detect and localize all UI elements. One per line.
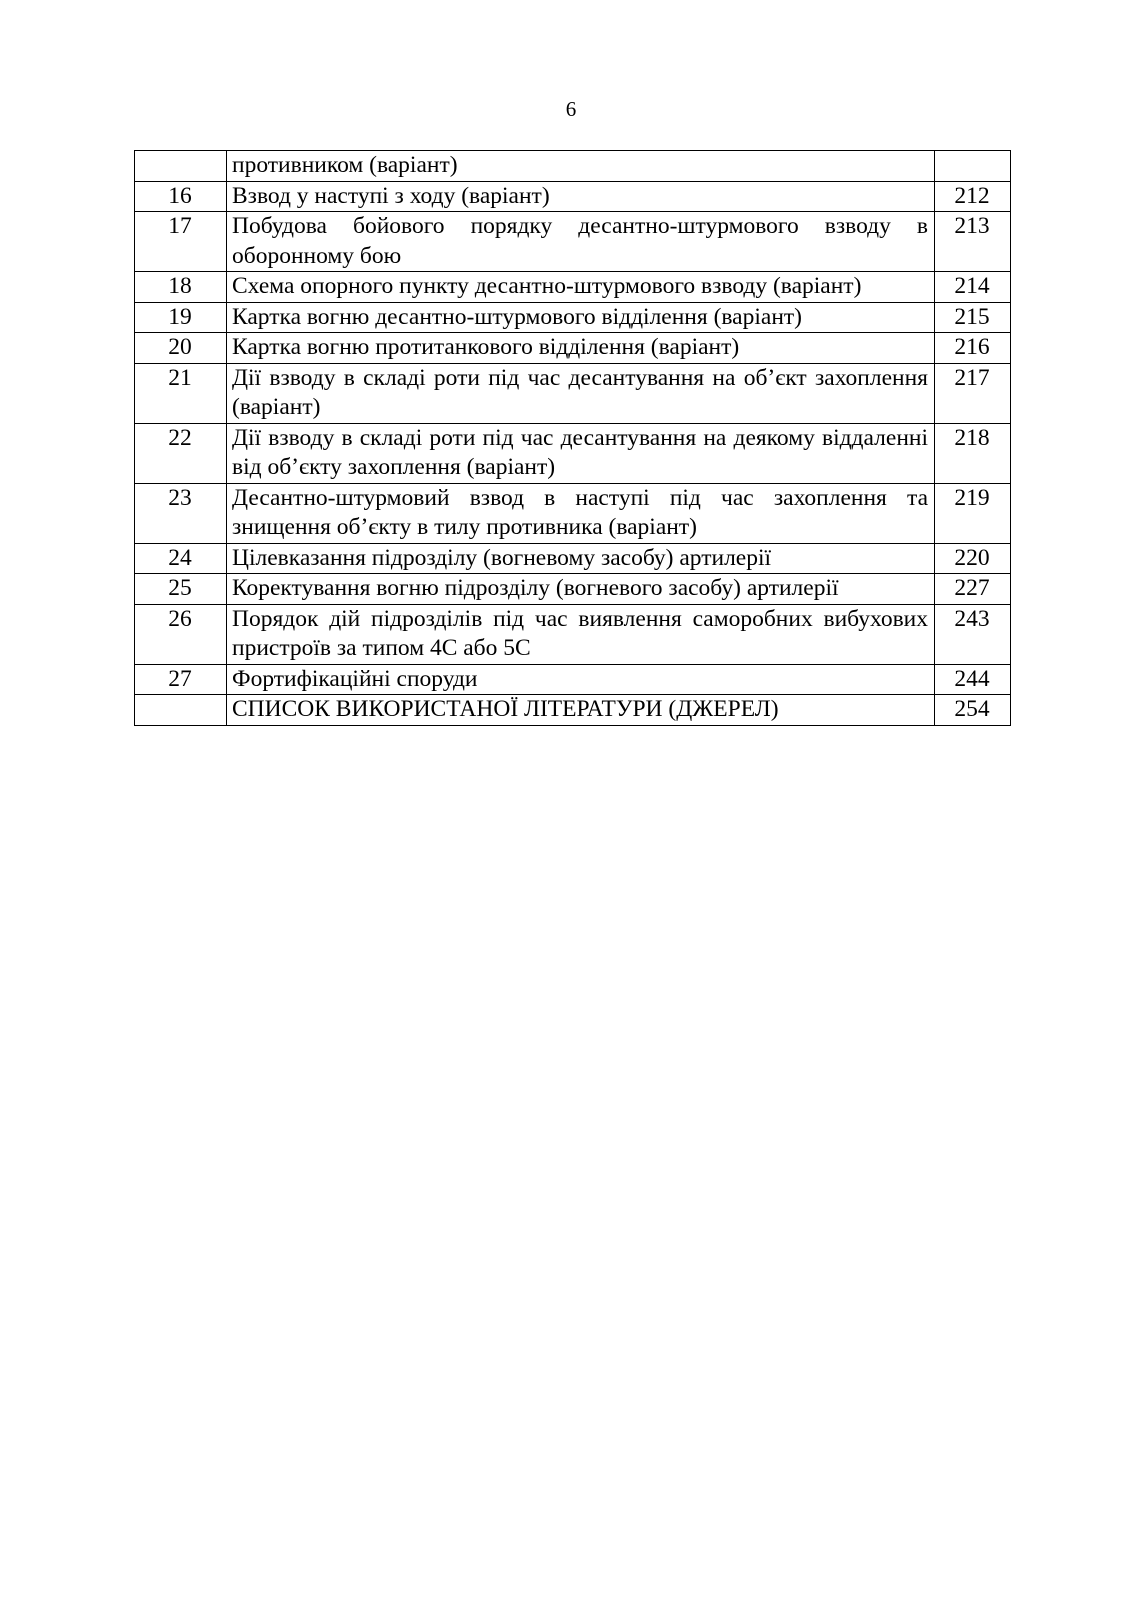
table-row — [135, 302, 1011, 333]
table-row — [135, 151, 1011, 182]
entry-title: Коректування вогню підрозділу (вогневого засобу) артилерії — [227, 574, 935, 605]
table-row — [135, 212, 1011, 272]
entry-page: 227 — [935, 574, 1011, 605]
entry-title: Картка вогню протитанкового відділення (варіант) — [227, 333, 935, 364]
table-row — [135, 272, 1011, 303]
entry-title: Фортифікаційні споруди — [227, 664, 935, 695]
entry-page: 254 — [935, 695, 1011, 726]
entry-number: 18 — [135, 272, 227, 303]
entry-page: 243 — [935, 604, 1011, 664]
table-row — [135, 181, 1011, 212]
entry-number: 26 — [135, 604, 227, 664]
table-row — [135, 664, 1011, 695]
entry-number: 24 — [135, 543, 227, 574]
table-row — [135, 483, 1011, 543]
entry-title: Дії взводу в складі роти під час десантування на об’єкт захоплення (варіант) — [227, 363, 935, 423]
entry-number: 23 — [135, 483, 227, 543]
entry-title: Взвод у наступі з ходу (варіант) — [227, 181, 935, 212]
entry-page: 216 — [935, 333, 1011, 364]
entry-page: 217 — [935, 363, 1011, 423]
entry-number: 27 — [135, 664, 227, 695]
entry-number: 20 — [135, 333, 227, 364]
entry-page: 213 — [935, 212, 1011, 272]
entry-title: Дії взводу в складі роти під час десантування на деякому віддаленні від об’єкту захоплення (варіант) — [227, 423, 935, 483]
table-row — [135, 604, 1011, 664]
entry-number: 19 — [135, 302, 227, 333]
entry-page — [935, 151, 1011, 182]
table-row — [135, 695, 1011, 726]
entry-title: Десантно-штурмовий взвод в наступі під час захоплення та знищення об’єкту в тилу противника (варіант) — [227, 483, 935, 543]
entry-number: 22 — [135, 423, 227, 483]
entry-number: 16 — [135, 181, 227, 212]
table-row — [135, 363, 1011, 423]
entry-number — [135, 151, 227, 182]
entry-title: Картка вогню десантно-штурмового відділення (варіант) — [227, 302, 935, 333]
table-row — [135, 574, 1011, 605]
entry-number: 17 — [135, 212, 227, 272]
table-row — [135, 333, 1011, 364]
entry-title: Побудова бойового порядку десантно-штурмового взводу в оборонному бою — [227, 212, 935, 272]
entry-page: 215 — [935, 302, 1011, 333]
entry-number: 25 — [135, 574, 227, 605]
table-of-contents — [134, 150, 1011, 726]
entry-page: 244 — [935, 664, 1011, 695]
entry-page: 219 — [935, 483, 1011, 543]
entry-page: 212 — [935, 181, 1011, 212]
entry-page: 220 — [935, 543, 1011, 574]
entry-title: Порядок дій підрозділів під час виявлення саморобних вибухових пристроїв за типом 4С або 5С — [227, 604, 935, 664]
entry-title: противником (варіант) — [227, 151, 935, 182]
entry-title: Схема опорного пункту десантно-штурмового взводу (варіант) — [227, 272, 935, 303]
entry-title: Цілевказання підрозділу (вогневому засобу) артилерії — [227, 543, 935, 574]
entry-title: СПИСОК ВИКОРИСТАНОЇ ЛІТЕРАТУРИ (ДЖЕРЕЛ) — [227, 695, 935, 726]
entry-number — [135, 695, 227, 726]
entry-page: 214 — [935, 272, 1011, 303]
entry-page: 218 — [935, 423, 1011, 483]
table-row — [135, 543, 1011, 574]
entry-number: 21 — [135, 363, 227, 423]
table-row — [135, 423, 1011, 483]
page-number: 6 — [565, 97, 577, 121]
